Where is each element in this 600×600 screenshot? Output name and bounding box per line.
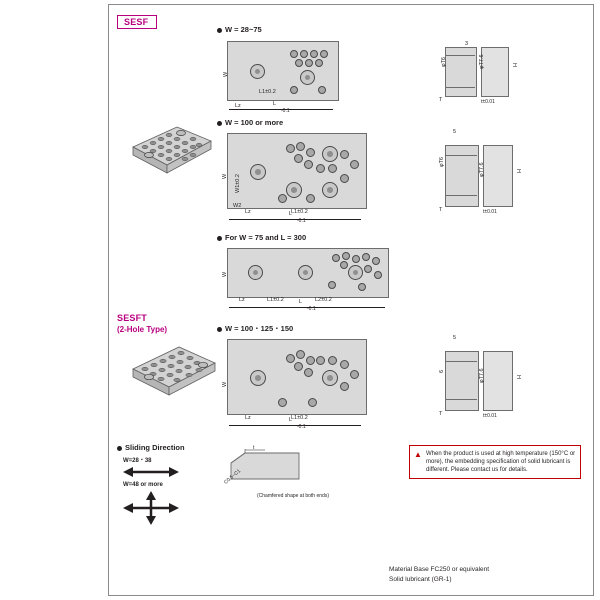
material-line-2: Solid lubricant (GR-1) [389, 575, 452, 583]
dim-L-3: L [299, 299, 303, 305]
counterbore-hole [322, 146, 338, 162]
plate-top-view-2 [227, 133, 367, 209]
material-block [389, 565, 589, 585]
lubricant-plug [340, 382, 349, 391]
lubricant-plug [364, 265, 372, 273]
lubricant-plug [308, 398, 317, 407]
counterbore-hole [250, 164, 266, 180]
counterbore-hole [286, 182, 302, 198]
plate-top-view-1 [227, 41, 339, 101]
lubricant-plug [300, 50, 308, 58]
material-line-1: Material Base FC250 or equivalent [389, 566, 490, 573]
lubricant-plug [374, 271, 382, 279]
sliding-item-label-1: W=28・38 [123, 458, 152, 464]
counterbore-hole [250, 64, 265, 79]
variant-label-2: W = 100 or more [217, 118, 283, 127]
bullet-icon [117, 446, 122, 451]
iso-view-sesf [129, 125, 214, 185]
svg-text:t: t [253, 445, 255, 451]
plate-top-view-3 [227, 248, 389, 298]
lubricant-plug [340, 174, 349, 183]
variant-label-1: W = 28~75 [217, 25, 262, 34]
section-subtitle-sesft: (2-Hole Type) [117, 325, 168, 334]
dim-line-L-2 [229, 219, 361, 220]
warning-icon: ▲ [414, 450, 422, 459]
dim-T-4: T [439, 411, 443, 417]
counterbore-hole [300, 70, 315, 85]
sliding-direction-title: Sliding Direction [117, 443, 185, 452]
lubricant-plug [328, 281, 336, 289]
lubricant-plug [306, 148, 315, 157]
dim-L-tol-3: -0.1 [307, 306, 316, 312]
variant-label-3: For W = 75 and L = 300 [217, 233, 306, 242]
lubricant-plug [320, 50, 328, 58]
lubricant-plug [340, 261, 348, 269]
lubricant-plug [372, 257, 380, 265]
horizontal-double-arrow-icon [123, 465, 179, 481]
lubricant-plug [362, 253, 370, 261]
dim-3-1: 3 [465, 41, 469, 47]
dim-phiT76-2: φT7.6 [479, 162, 485, 177]
dim-Lz-2: Lz [245, 209, 251, 215]
lubricant-plug [296, 142, 305, 151]
sliding-item-label-2: W=48 or more [123, 482, 163, 488]
dim-t001-4: t±0.01 [483, 413, 497, 419]
dim-L1-4: L1±0.2 [291, 415, 308, 421]
lubricant-plug [290, 50, 298, 58]
iso-view-sesft [129, 345, 219, 407]
catalog-page [108, 4, 594, 596]
four-way-arrow-icon [123, 491, 179, 527]
counterbore-hole [248, 265, 263, 280]
lubricant-plug [328, 356, 337, 365]
lubricant-plug [350, 370, 359, 379]
lubricant-plug [358, 283, 366, 291]
note-text: When the product is used at high temperature (150°C or more), the embedding specification of solid lubricant is different. Please contact us for details. [426, 451, 576, 474]
dim-5-2: 5 [453, 129, 457, 135]
lubricant-plug [340, 150, 349, 159]
dim-L1-2: L1±0.2 [291, 209, 308, 215]
dim-T-1: T [439, 97, 443, 103]
side-view-edge [445, 195, 477, 196]
side-view-edge [445, 399, 477, 400]
dim-W1-2: W1±0.2 [235, 174, 241, 193]
dim-L-1: L [273, 101, 277, 107]
bullet-icon [217, 236, 222, 241]
dim-W-2: W [222, 173, 228, 179]
lubricant-plug [316, 356, 325, 365]
section-header-sesf [117, 15, 157, 29]
dim-Lz-3: Lz [239, 297, 245, 303]
dim-t001-1: t±0.01 [481, 99, 495, 105]
lubricant-plug [306, 356, 315, 365]
counterbore-hole [348, 265, 363, 280]
lubricant-plug [286, 354, 295, 363]
bullet-icon [217, 327, 222, 332]
dim-t001-2: t±0.01 [483, 209, 497, 215]
dim-L-tol-2: -0.1 [297, 218, 306, 224]
lubricant-plug [286, 144, 295, 153]
lubricant-plug [294, 362, 303, 371]
dim-W-3: W [222, 271, 228, 277]
dim-H-2: H [517, 169, 523, 173]
section-header-sesft [117, 313, 147, 323]
dim-L2-3: L2±0.2 [315, 297, 332, 303]
dim-H-1: H [513, 63, 519, 67]
counterbore-hole [250, 370, 266, 386]
bullet-icon [217, 121, 222, 126]
counterbore-hole [298, 265, 313, 280]
dim-W2-2: W2 [233, 203, 242, 209]
dim-Lz-1: Lz [235, 103, 241, 109]
left-margin [0, 0, 108, 600]
dim-W-1: W [223, 71, 229, 77]
lubricant-plug [304, 368, 313, 377]
lubricant-plug [328, 164, 337, 173]
chamfer-note: (Chamfered shape at both ends) [257, 493, 329, 499]
lubricant-plug [296, 350, 305, 359]
dim-phiT6-1: φT6 [441, 57, 447, 67]
lubricant-plug [332, 254, 340, 262]
dim-L-tol-4: -0.1 [297, 424, 306, 430]
dim-H-4: H [517, 375, 523, 379]
lubricant-plug [294, 154, 303, 163]
dim-phiT76-1: φT7.6 [479, 54, 485, 69]
lubricant-plug [305, 59, 313, 67]
section-title-sesf: SESF [117, 15, 157, 29]
dim-L-tol-1: -0.1 [281, 108, 290, 114]
chamfer-dim-label: C0.5~C1 [223, 468, 243, 486]
dim-L-4: L [289, 417, 293, 423]
plate-top-view-4 [227, 339, 367, 415]
side-view-4 [445, 351, 479, 411]
dim-phiT6-2: φT6 [439, 157, 445, 167]
dim-L1-1: L1±0.2 [259, 89, 276, 95]
section-title-sesft: SESFT [117, 313, 148, 323]
lubricant-plug [350, 160, 359, 169]
dim-Lz-4: Lz [245, 415, 251, 421]
lubricant-plug [315, 59, 323, 67]
lubricant-plug [278, 194, 287, 203]
lubricant-plug [295, 59, 303, 67]
bullet-icon [217, 28, 222, 33]
counterbore-hole [322, 370, 338, 386]
dim-phiT76-4: φT7.6 [479, 368, 485, 383]
lubricant-plug [290, 86, 298, 94]
counterbore-hole [322, 182, 338, 198]
dim-T-2: T [439, 207, 443, 213]
lubricant-plug [352, 255, 360, 263]
end-view-2 [483, 145, 513, 207]
lubricant-plug [306, 194, 315, 203]
lubricant-plug [342, 252, 350, 260]
lubricant-plug [340, 360, 349, 369]
dim-L1-3: L1±0.2 [267, 297, 284, 303]
lubricant-plug [304, 160, 313, 169]
side-view-edge [445, 155, 477, 156]
dim-W-4: W [222, 381, 228, 387]
lubricant-plug [316, 164, 325, 173]
variant-label-4: W = 100・125・150 [217, 323, 293, 334]
side-view-edge [445, 55, 475, 56]
side-view-edge [445, 87, 475, 88]
end-view-1 [481, 47, 509, 97]
dim-5-4: 5 [453, 335, 457, 341]
dim-line-L-4 [229, 425, 361, 426]
end-view-4 [483, 351, 513, 411]
lubricant-plug [318, 86, 326, 94]
high-temperature-note [409, 445, 581, 479]
dim-L-2: L [289, 211, 293, 217]
dim-6-4: 6 [439, 369, 445, 373]
lubricant-plug [310, 50, 318, 58]
side-view-edge [445, 361, 477, 362]
lubricant-plug [278, 398, 287, 407]
